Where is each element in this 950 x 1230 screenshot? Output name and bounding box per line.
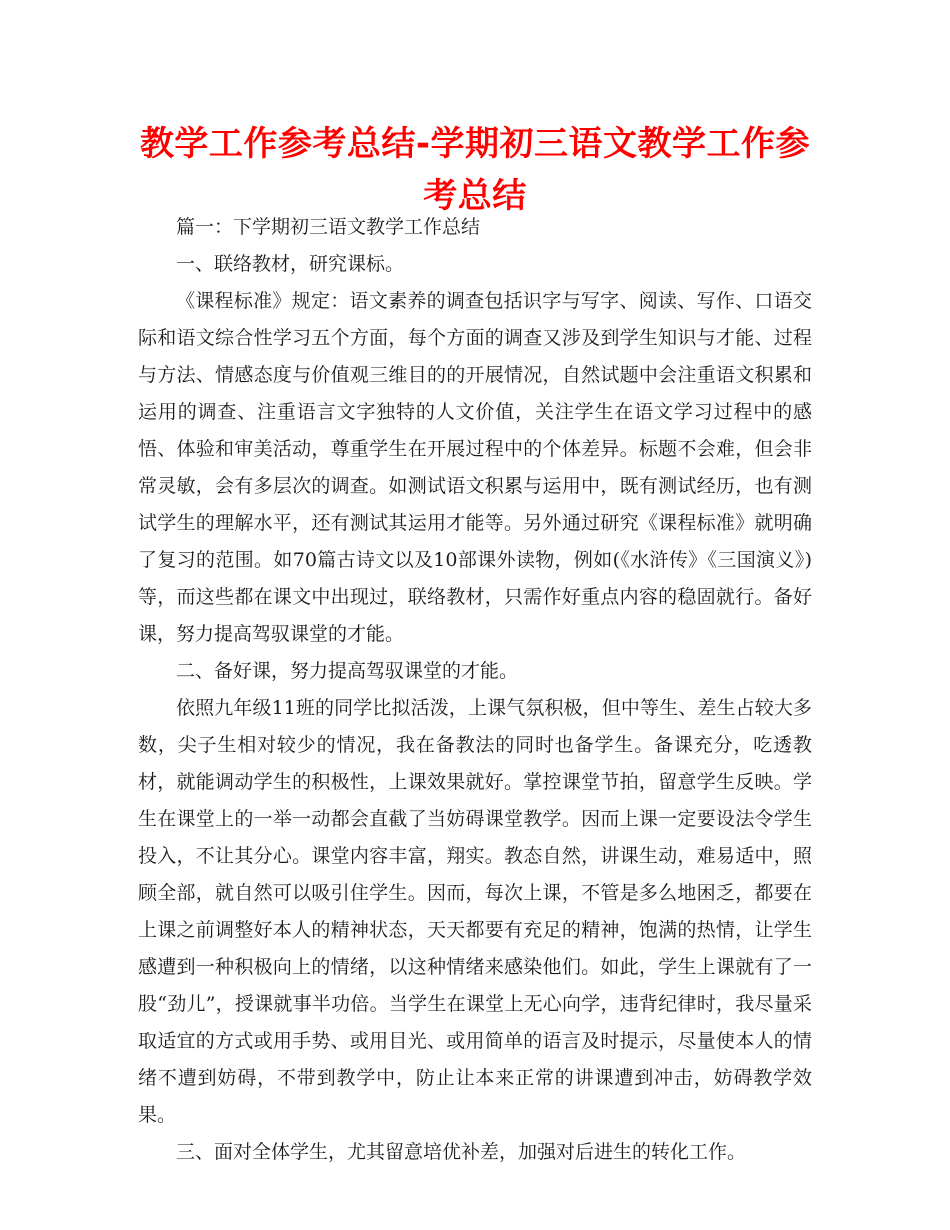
paragraph-curriculum-standards: 《课程标准》规定：语文素养的调查包括识字与写字、阅读、写作、口语交际和语文综合性学习五个方面，每个方面的调查又涉及到学生知识与才能、过程与方法、情感态度与价值观三维目的的开展情况，自然试题中会注重语文积累和运用的调查、注重语言文字独特的人文价值，关注学生在语文学习过程中的感悟、体验和审美活动，尊重学生在开展过程中的个体差异。标题不会难，但会非常灵敏，会有多层次的调查。如测试语文积累与运用中，既有测试经历，也有测试学生的理解水平，还有测试其运用才能等。另外通过研究《课程标准》就明确了复习的范围。如70篇古诗文以及10部课外读物，例如(《水浒传》《三国演义》)等，而这些都在课文中出现过，联络教材，只需作好重点内容的稳固就行。备好课，努力提高驾驭课堂的才能。	[138, 290, 812, 645]
section-heading-1: 一、联络教材，研究课标。	[176, 253, 405, 275]
document-title: 教学工作参考总结-学期初三语文教学工作参考总结	[139, 124, 811, 216]
paragraph-lesson-preparation: 依照九年级11班的同学比拟活泼，上课气氛积极，但中等生、差生占较大多数，尖子生相对较少的情况，我在备教法的同时也备学生。备课充分，吃透教材，就能调动学生的积极性，上课效果就好。掌控课堂节拍，留意学生反映。学生在课堂上的一举一动都会直截了当妨碍课堂教学。因而上课一定要设法令学生投入，不让其分心。课堂内容丰富，翔实。教态自然，讲课生动，难易适中，照顾全部，就自然可以吸引住学生。因而，每次上课，不管是多么地困乏，都要在上课之前调整好本人的精神状态，天天都要有充足的精神，饱满的热情，让学生感遭到一种积极向上的情绪，以这种情绪来感染他们。如此，学生上课就有了一股“劲儿”，授课就事半功倍。当学生在课堂上无心向学，违背纪律时，我尽量采取适宜的方式或用手势、或用目光、或用简单的语言及时提示，尽量使本人的情绪不遭到妨碍，不带到教学中，防止让本来正常的讲课遭到冲击，妨碍教学效果。	[138, 697, 812, 1126]
document-body	[138, 209, 812, 1171]
section-heading-part-one: 篇一：下学期初三语文教学工作总结	[176, 216, 481, 238]
section-heading-3: 三、面对全体学生，尤其留意培优补差，加强对后进生的转化工作。	[176, 1141, 747, 1163]
section-heading-2: 二、备好课，努力提高驾驭课堂的才能。	[176, 660, 519, 682]
